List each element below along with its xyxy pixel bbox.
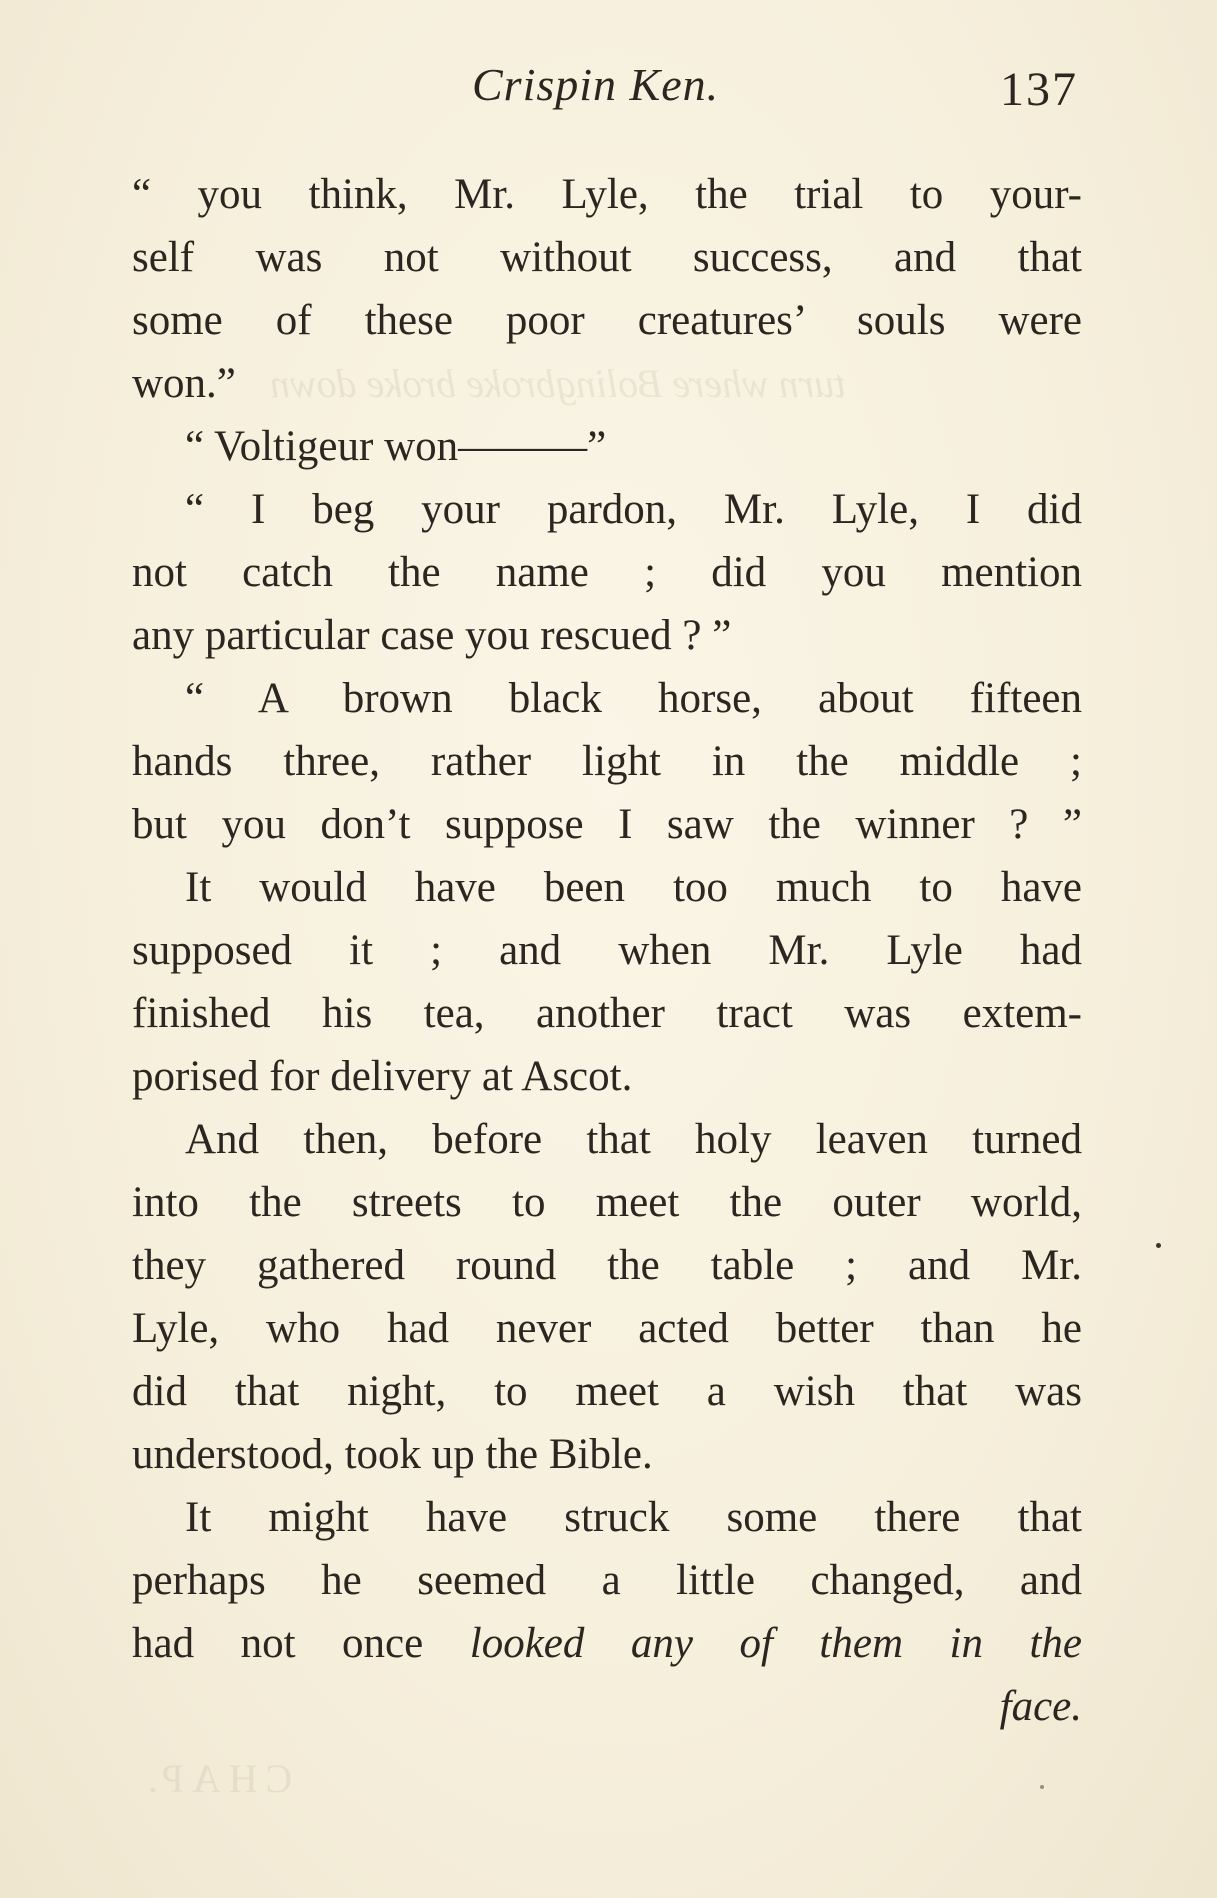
text-line: supposed it ; and when Mr. Lyle had bbox=[132, 927, 1082, 974]
text-line: into the streets to meet the outer world, bbox=[132, 1179, 1082, 1226]
text-line: they gathered round the table ; and Mr. bbox=[132, 1242, 1082, 1289]
text-line: finished his tea, another tract was extem- bbox=[132, 990, 1082, 1037]
text-italic: looked any of them in the bbox=[469, 1620, 1082, 1667]
text-line: “ I beg your pardon, Mr. Lyle, I did bbox=[185, 486, 1082, 533]
running-title: Crispin Ken. bbox=[472, 59, 720, 110]
text-line: porised for delivery at Ascot. bbox=[132, 1053, 633, 1100]
text-line: “ A brown black horse, about fifteen bbox=[185, 675, 1082, 722]
page-number: 137 bbox=[1000, 63, 1078, 116]
show-through-chapter: CHAP. bbox=[140, 1756, 293, 1801]
text-line: won.” bbox=[132, 360, 236, 407]
show-through-text: turn where Bolingbroke broke down bbox=[270, 361, 846, 406]
text-line: “ you think, Mr. Lyle, the trial to your- bbox=[132, 171, 1082, 218]
text-line-mixed bbox=[132, 1612, 1082, 1675]
final-word: face. bbox=[999, 1683, 1082, 1730]
text-roman: had not once bbox=[132, 1620, 424, 1667]
text-line: understood, took up the Bible. bbox=[132, 1431, 653, 1478]
text-line: any particular case you rescued ? ” bbox=[132, 612, 732, 659]
running-head bbox=[0, 58, 1217, 118]
ink-speck bbox=[1156, 1243, 1161, 1248]
text-line: Lyle, who had never acted better than he bbox=[132, 1305, 1082, 1352]
text-line: self was not without success, and that bbox=[132, 234, 1082, 281]
text-line: some of these poor creatures’ souls were bbox=[132, 297, 1082, 344]
text-line: It would have been too much to have bbox=[185, 864, 1082, 911]
body-text bbox=[132, 163, 1082, 1738]
text-line: but you don’t suppose I saw the winner ? ” bbox=[132, 801, 1082, 848]
text-line: not catch the name ; did you mention bbox=[132, 549, 1082, 596]
text-line: hands three, rather light in the middle ; bbox=[132, 738, 1082, 785]
text-line: “ Voltigeur won———” bbox=[185, 423, 607, 470]
ink-speck bbox=[1040, 1785, 1044, 1789]
text-line: perhaps he seemed a little changed, and bbox=[132, 1557, 1082, 1604]
text-line: did that night, to meet a wish that was bbox=[132, 1368, 1082, 1415]
text-line: It might have struck some there that bbox=[185, 1494, 1082, 1541]
text-line: And then, before that holy leaven turned bbox=[185, 1116, 1082, 1163]
